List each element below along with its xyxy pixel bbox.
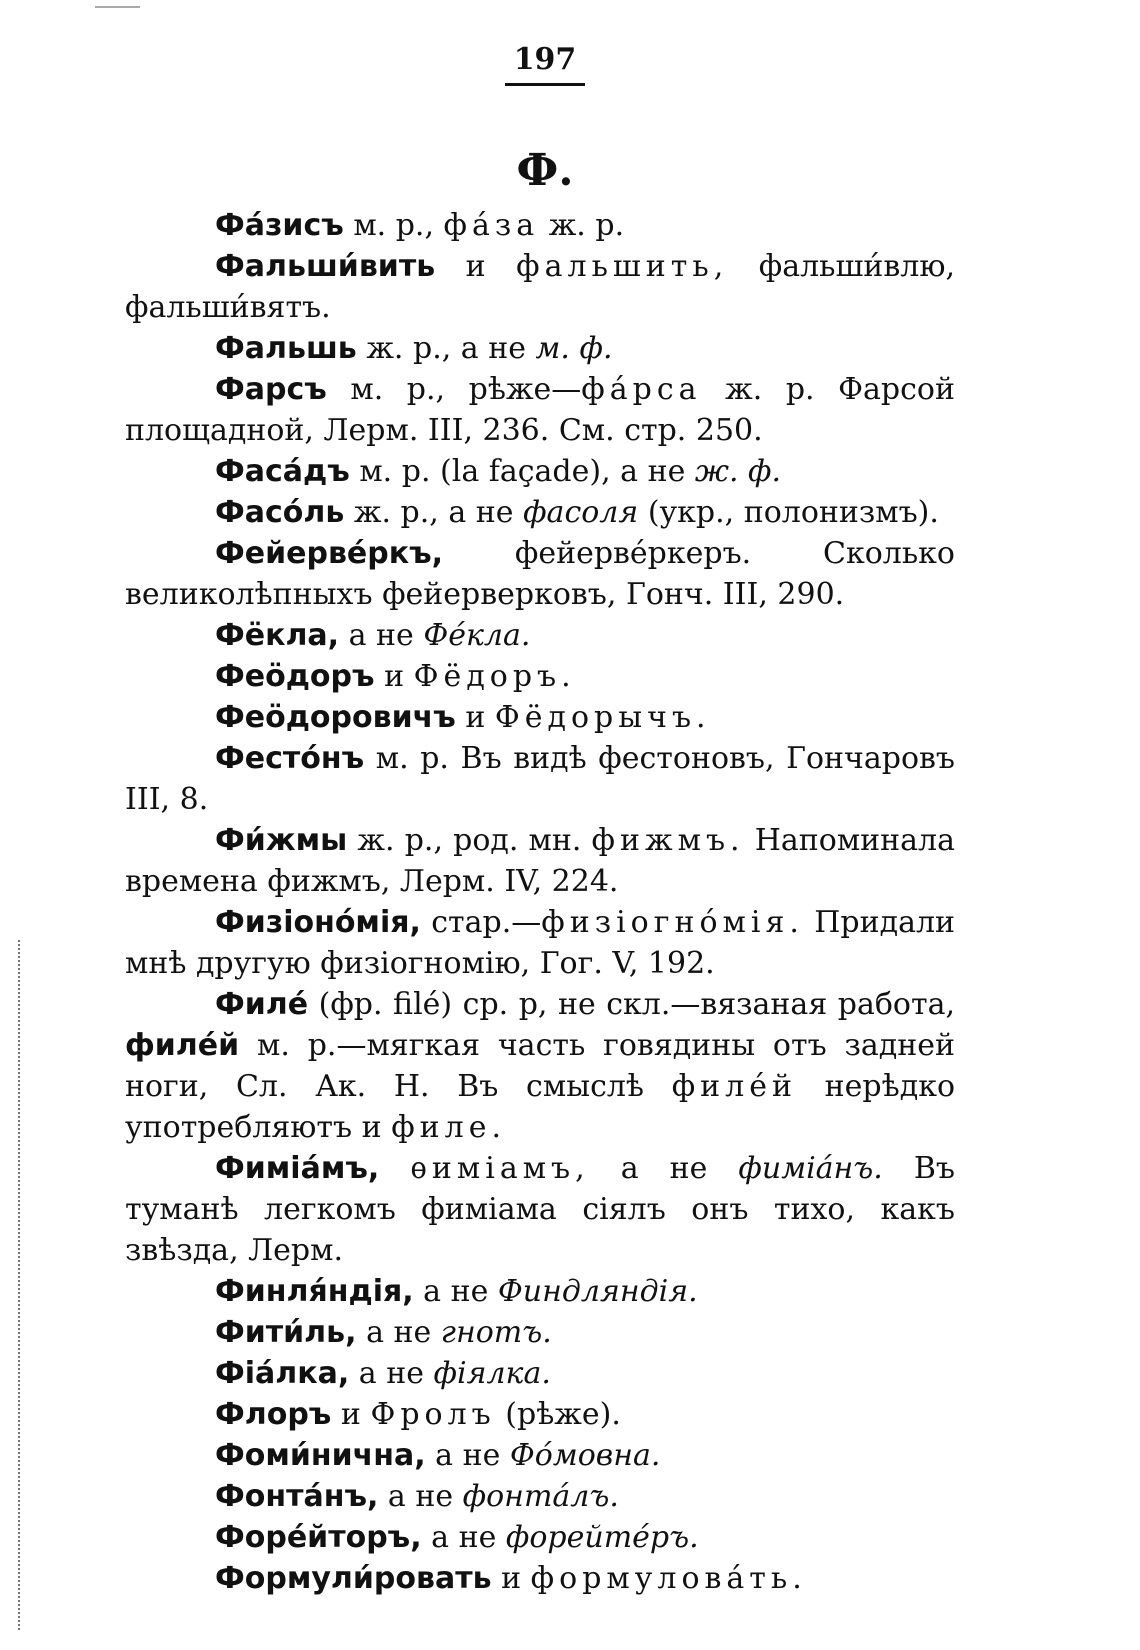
entry <box>125 1476 955 1517</box>
spaced-form: фижмъ. <box>591 823 745 858</box>
entry-text: а не <box>339 618 424 653</box>
entry <box>125 533 955 615</box>
entry <box>125 328 955 369</box>
entry-text: а не <box>413 1274 498 1309</box>
italic-form: фонта́лъ. <box>462 1479 619 1514</box>
headword: Фіа́лка, <box>215 1356 350 1391</box>
entry-text: ж. р., род. мн. <box>347 823 592 858</box>
entry <box>125 820 955 902</box>
headword: Феӧдоровичъ <box>215 700 456 735</box>
page-number: 197 <box>505 42 585 86</box>
entry <box>125 205 955 246</box>
italic-form: форейте́ръ. <box>505 1520 699 1555</box>
entry-text: м. р. Въ видѣ фестоновъ, Гончаровъ III, 8. <box>125 741 955 817</box>
italic-form: м. ф. <box>535 331 613 366</box>
entry <box>125 902 955 984</box>
entry-text: ж. р., а не <box>344 495 524 530</box>
entry <box>125 615 955 656</box>
entry <box>125 738 955 820</box>
spaced-form: формулова́ть. <box>530 1561 807 1596</box>
headword: Фарсъ <box>215 372 327 407</box>
headword: Фаса́дъ <box>215 454 350 489</box>
entry-text: а не <box>378 1479 463 1514</box>
entry-text: фейерве́ркеръ. Сколько великолѣпныхъ фейерверковъ, Гонч. III, 290. <box>125 536 955 612</box>
headword: Физіонóмія, <box>215 905 421 940</box>
italic-form: фасоля <box>523 495 639 530</box>
entry <box>125 1148 955 1271</box>
entry-text: ж. р. Фарсой площадной, Лерм. III, 236. См. стр. 250. <box>125 372 955 448</box>
italic-form: Финдляндія. <box>497 1274 698 1309</box>
italic-form: Фо́мовна. <box>509 1438 661 1473</box>
entry-text: Придали мнѣ другую физіогномію, Гог. V, 192. <box>125 905 956 981</box>
italic-form: фіялка. <box>433 1356 551 1391</box>
entry-text: (укр., полонизмъ). <box>638 495 939 530</box>
spaced-form: Фёдоръ. <box>413 659 576 694</box>
spaced-form: Фёдорычъ. <box>494 700 711 735</box>
entry-text: а не <box>356 1315 441 1350</box>
headword-secondary: филе́й <box>125 1028 240 1063</box>
entry <box>125 369 955 451</box>
entry <box>125 656 955 697</box>
entry-text: а не <box>421 1520 506 1555</box>
entry-text: нерѣдко употребляютъ и <box>125 1069 955 1145</box>
entry-text: ж. р. <box>539 208 625 243</box>
entry <box>125 984 955 1148</box>
entry <box>125 492 955 533</box>
headword: Форе́йторъ, <box>215 1520 422 1555</box>
italic-form: фиміа́нъ. <box>738 1151 883 1186</box>
headword: Формули́ровать <box>215 1561 492 1596</box>
entry-text: (фр. filé) ср. р, не скл.—вязаная работа, <box>308 987 955 1022</box>
entry-text: фальши́влю, фальши́вятъ. <box>125 249 955 325</box>
dictionary-entries <box>125 205 955 1599</box>
headword: Фасо́ль <box>215 495 345 530</box>
headword: Фити́ль, <box>215 1315 357 1350</box>
entry-text: м. р., <box>343 208 444 243</box>
entry-text: а не <box>425 1438 510 1473</box>
italic-form: гнотъ. <box>440 1315 552 1350</box>
headword: Финля́ндія, <box>215 1274 414 1309</box>
entry-text: а не <box>589 1151 739 1186</box>
entry-text: м. р., рѣже— <box>326 372 582 407</box>
entry <box>125 1558 955 1599</box>
entry-text: ж. р., а не <box>356 331 536 366</box>
headword: Фальши́вить <box>215 249 436 284</box>
headword: Фиміа́мъ, <box>215 1151 380 1186</box>
headword: Флоръ <box>215 1397 332 1432</box>
entry-text: и <box>455 700 495 735</box>
entry-text: м. р. (la façade), а не <box>349 454 695 489</box>
headword: Фейерве́ркъ, <box>215 536 444 571</box>
headword: Фальшь <box>215 331 357 366</box>
entry-text: Напоминала времена фижмъ, Лерм. IV, 224. <box>125 823 955 899</box>
entry <box>125 1312 955 1353</box>
headword: Фонта́нъ, <box>215 1479 379 1514</box>
margin-scan-line <box>18 940 20 1630</box>
spaced-form: ѳиміамъ, <box>410 1151 590 1186</box>
headword: Фа́зисъ <box>215 208 344 243</box>
entry-text: Въ туманѣ легкомъ фиміама сіялъ онъ тихо, какъ звѣзда, Лерм. <box>125 1151 956 1268</box>
headword: Фи́жмы <box>215 823 348 858</box>
spaced-form: фа́за <box>443 208 540 243</box>
entry <box>125 1353 955 1394</box>
spaced-form: филе́й <box>671 1069 797 1104</box>
entry-text: стар.— <box>420 905 542 940</box>
entry-text: и <box>331 1397 371 1432</box>
headword: Фёкла, <box>215 618 340 653</box>
spaced-form: филе. <box>391 1110 507 1145</box>
headword: Фесто́нъ <box>215 741 365 776</box>
headword: Филе́ <box>215 987 309 1022</box>
section-letter: Ф. <box>516 145 574 196</box>
entry-text <box>379 1151 410 1186</box>
entry <box>125 697 955 738</box>
entry <box>125 1394 955 1435</box>
italic-form: Фе́кла. <box>423 618 531 653</box>
entry-text: и <box>491 1561 531 1596</box>
headword: Фоми́нична, <box>215 1438 426 1473</box>
entry-text: и <box>374 659 414 694</box>
spaced-form: фальшить, <box>516 249 729 284</box>
entry <box>125 246 955 328</box>
entry <box>125 1435 955 1476</box>
entry-text: а не <box>349 1356 434 1391</box>
entry-text: и <box>435 249 517 284</box>
headword: Феӧдоръ <box>215 659 375 694</box>
italic-form: ж. ф. <box>694 454 782 489</box>
entry <box>125 1517 955 1558</box>
spaced-form: фа́рса <box>581 372 702 407</box>
entry <box>125 1271 955 1312</box>
entry-text: м. р.—мягкая часть говядины отъ задней ноги, Сл. Ак. Н. Въ смыслѣ <box>125 1028 955 1104</box>
top-edge-rule <box>95 6 140 8</box>
entry <box>125 451 955 492</box>
entry-text: (рѣже). <box>495 1397 621 1432</box>
spaced-form: Фролъ <box>370 1397 496 1432</box>
spaced-form: физіогнóмія. <box>541 905 804 940</box>
